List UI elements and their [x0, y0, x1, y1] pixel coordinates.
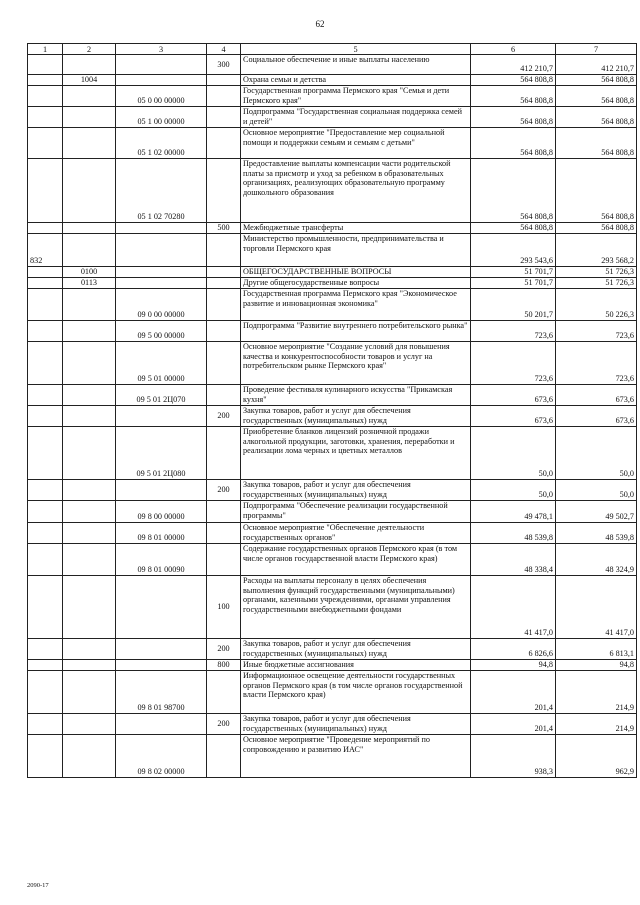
- cell-name: Подпрограмма "Государственная социальная поддержка семей и детей": [241, 107, 471, 128]
- cell-expense-type: [207, 159, 241, 223]
- cell-name: Основное мероприятие "Создание условий для повышения качества и конкурентоспособности товаров и услуг на потребительском рынке Пермского края": [241, 342, 471, 385]
- cell-amount-2018: 48 539,8: [471, 523, 556, 544]
- cell-target-article: 05 0 00 00000: [116, 86, 207, 107]
- cell-expense-type: 300: [207, 55, 241, 75]
- cell-name: Охрана семьи и детства: [241, 75, 471, 86]
- cell-name: Проведение фестиваля кулинарного искусства "Прикамская кухня": [241, 385, 471, 406]
- table-row: [28, 55, 637, 75]
- cell-amount-2018: 673,6: [471, 385, 556, 406]
- cell-target-article: 09 8 01 00090: [116, 544, 207, 576]
- table-row: [28, 86, 637, 107]
- cell-section-code: [63, 385, 116, 406]
- cell-section-code: [63, 342, 116, 385]
- cell-amount-2018: 50,0: [471, 427, 556, 480]
- table-row: [28, 107, 637, 128]
- cell-amount-2018: 564 808,8: [471, 86, 556, 107]
- cell-admin-code: [28, 523, 63, 544]
- cell-target-article: 09 0 00 00000: [116, 289, 207, 321]
- cell-section-code: 0100: [63, 267, 116, 278]
- cell-amount-2019: 723,6: [556, 321, 637, 342]
- cell-amount-2019: 673,6: [556, 385, 637, 406]
- table-row: [28, 223, 637, 234]
- column-header: 2: [63, 44, 116, 55]
- cell-target-article: [116, 55, 207, 75]
- cell-section-code: 1004: [63, 75, 116, 86]
- cell-amount-2019: 48 324,9: [556, 544, 637, 576]
- cell-section-code: [63, 639, 116, 660]
- page-number: 62: [315, 19, 325, 29]
- cell-amount-2019: 564 808,8: [556, 128, 637, 159]
- table-row: [28, 278, 637, 289]
- cell-section-code: [63, 128, 116, 159]
- table-row: [28, 406, 637, 427]
- table-row: [28, 660, 637, 671]
- cell-target-article: [116, 267, 207, 278]
- cell-amount-2018: 723,6: [471, 342, 556, 385]
- table-row: [28, 342, 637, 385]
- cell-target-article: 09 8 02 00000: [116, 735, 207, 778]
- cell-name: Закупка товаров, работ и услуг для обеспечения государственных (муниципальных) нужд: [241, 714, 471, 735]
- cell-section-code: [63, 501, 116, 523]
- column-header: 3: [116, 44, 207, 55]
- cell-amount-2018: 6 826,6: [471, 639, 556, 660]
- cell-amount-2019: 293 568,2: [556, 234, 637, 267]
- cell-name: Межбюджетные трансферты: [241, 223, 471, 234]
- cell-section-code: [63, 289, 116, 321]
- cell-expense-type: 200: [207, 480, 241, 501]
- cell-target-article: [116, 406, 207, 427]
- cell-amount-2018: 564 808,8: [471, 223, 556, 234]
- cell-section-code: [63, 576, 116, 639]
- cell-section-code: [63, 55, 116, 75]
- table-row: [28, 75, 637, 86]
- cell-target-article: [116, 576, 207, 639]
- cell-expense-type: 200: [207, 406, 241, 427]
- cell-admin-code: [28, 501, 63, 523]
- cell-section-code: [63, 660, 116, 671]
- cell-target-article: 09 5 00 00000: [116, 321, 207, 342]
- cell-name: Подпрограмма "Развитие внутреннего потребительского рынка": [241, 321, 471, 342]
- cell-target-article: [116, 714, 207, 735]
- cell-expense-type: [207, 544, 241, 576]
- cell-amount-2018: 564 808,8: [471, 107, 556, 128]
- table-row: [28, 576, 637, 639]
- cell-amount-2018: 41 417,0: [471, 576, 556, 639]
- cell-admin-code: [28, 267, 63, 278]
- table-row: [28, 639, 637, 660]
- table-row: [28, 480, 637, 501]
- table-row: [28, 128, 637, 159]
- table-row: [28, 523, 637, 544]
- cell-admin-code: [28, 544, 63, 576]
- cell-amount-2019: 214,9: [556, 671, 637, 714]
- cell-amount-2018: 201,4: [471, 671, 556, 714]
- cell-expense-type: [207, 267, 241, 278]
- cell-section-code: [63, 107, 116, 128]
- cell-name: Подпрограмма "Обеспечение реализации государственной программы": [241, 501, 471, 523]
- budget-table: [27, 43, 637, 778]
- column-header: 7: [556, 44, 637, 55]
- cell-name: Расходы на выплаты персоналу в целях обеспечения выполнения функций государственными (муниципальными) органами, казенными учреждениями, органами управления государственными внебюджетными фондами: [241, 576, 471, 639]
- cell-name: Иные бюджетные ассигнования: [241, 660, 471, 671]
- cell-amount-2019: 214,9: [556, 714, 637, 735]
- cell-amount-2018: 293 543,6: [471, 234, 556, 267]
- cell-admin-code: [28, 128, 63, 159]
- cell-name: Содержание государственных органов Пермского края (в том числе органов государственной власти Пермского края): [241, 544, 471, 576]
- cell-section-code: [63, 671, 116, 714]
- cell-section-code: [63, 234, 116, 267]
- cell-section-code: [63, 427, 116, 480]
- column-header: 5: [241, 44, 471, 55]
- cell-amount-2019: 723,6: [556, 342, 637, 385]
- cell-admin-code: [28, 576, 63, 639]
- cell-amount-2018: 50,0: [471, 480, 556, 501]
- cell-amount-2019: 50 226,3: [556, 289, 637, 321]
- cell-admin-code: [28, 480, 63, 501]
- cell-admin-code: [28, 406, 63, 427]
- cell-admin-code: [28, 660, 63, 671]
- cell-target-article: 09 5 01 00000: [116, 342, 207, 385]
- cell-expense-type: [207, 321, 241, 342]
- cell-amount-2018: 48 338,4: [471, 544, 556, 576]
- cell-amount-2018: 51 701,7: [471, 278, 556, 289]
- cell-admin-code: [28, 671, 63, 714]
- cell-admin-code: [28, 159, 63, 223]
- cell-expense-type: [207, 385, 241, 406]
- cell-admin-code: [28, 714, 63, 735]
- table-row: [28, 501, 637, 523]
- cell-amount-2019: 49 502,7: [556, 501, 637, 523]
- column-header: 4: [207, 44, 241, 55]
- cell-amount-2018: 201,4: [471, 714, 556, 735]
- cell-section-code: [63, 523, 116, 544]
- cell-admin-code: [28, 278, 63, 289]
- cell-name: Основное мероприятие "Проведение мероприятий по сопровождению и развитию ИАС": [241, 735, 471, 778]
- cell-amount-2019: 564 808,8: [556, 75, 637, 86]
- table-header-row: [28, 44, 637, 55]
- cell-expense-type: [207, 289, 241, 321]
- cell-expense-type: [207, 75, 241, 86]
- cell-section-code: [63, 406, 116, 427]
- cell-amount-2019: 94,8: [556, 660, 637, 671]
- cell-expense-type: 500: [207, 223, 241, 234]
- cell-section-code: [63, 321, 116, 342]
- cell-section-code: [63, 86, 116, 107]
- cell-target-article: 05 1 02 70280: [116, 159, 207, 223]
- cell-expense-type: [207, 735, 241, 778]
- cell-amount-2018: 938,3: [471, 735, 556, 778]
- cell-amount-2019: 41 417,0: [556, 576, 637, 639]
- cell-name: Социальное обеспечение и иные выплаты населению: [241, 55, 471, 75]
- cell-admin-code: [28, 75, 63, 86]
- cell-expense-type: 200: [207, 714, 241, 735]
- cell-target-article: 09 8 01 00000: [116, 523, 207, 544]
- cell-amount-2018: 412 210,7: [471, 55, 556, 75]
- footer-code: 2090-17: [27, 882, 49, 889]
- cell-name: Приобретение бланков лицензий розничной продажи алкогольной продукции, заготовки, хранения, переработки и реализации лома черных и цветных металлов: [241, 427, 471, 480]
- cell-amount-2018: 564 808,8: [471, 128, 556, 159]
- cell-name: Закупка товаров, работ и услуг для обеспечения государственных (муниципальных) нужд: [241, 480, 471, 501]
- cell-target-article: 09 5 01 2Ц080: [116, 427, 207, 480]
- cell-admin-code: [28, 55, 63, 75]
- cell-admin-code: [28, 86, 63, 107]
- table-row: [28, 234, 637, 267]
- cell-admin-code: [28, 342, 63, 385]
- cell-admin-code: [28, 735, 63, 778]
- cell-expense-type: [207, 278, 241, 289]
- cell-admin-code: 832: [28, 234, 63, 267]
- table-row: [28, 671, 637, 714]
- table-row: [28, 385, 637, 406]
- cell-expense-type: [207, 342, 241, 385]
- cell-expense-type: [207, 234, 241, 267]
- cell-target-article: [116, 660, 207, 671]
- cell-section-code: [63, 544, 116, 576]
- cell-target-article: [116, 480, 207, 501]
- cell-admin-code: [28, 223, 63, 234]
- cell-expense-type: [207, 671, 241, 714]
- cell-target-article: 05 1 02 00000: [116, 128, 207, 159]
- cell-amount-2019: 564 808,8: [556, 107, 637, 128]
- cell-section-code: [63, 714, 116, 735]
- cell-target-article: 09 5 01 2Ц070: [116, 385, 207, 406]
- table-row: [28, 267, 637, 278]
- cell-amount-2019: 50,0: [556, 480, 637, 501]
- cell-name: Основное мероприятие "Обеспечение деятельности государственных органов": [241, 523, 471, 544]
- cell-admin-code: [28, 427, 63, 480]
- cell-expense-type: [207, 427, 241, 480]
- cell-amount-2019: 51 726,3: [556, 278, 637, 289]
- cell-expense-type: [207, 128, 241, 159]
- cell-section-code: [63, 159, 116, 223]
- table-row: [28, 544, 637, 576]
- cell-amount-2019: 50,0: [556, 427, 637, 480]
- table-row: [28, 289, 637, 321]
- table-row: [28, 735, 637, 778]
- cell-target-article: 09 8 01 98700: [116, 671, 207, 714]
- cell-admin-code: [28, 321, 63, 342]
- cell-amount-2019: 412 210,7: [556, 55, 637, 75]
- cell-expense-type: 800: [207, 660, 241, 671]
- cell-amount-2019: 48 539,8: [556, 523, 637, 544]
- cell-section-code: 0113: [63, 278, 116, 289]
- cell-expense-type: [207, 501, 241, 523]
- cell-amount-2018: 50 201,7: [471, 289, 556, 321]
- cell-amount-2019: 51 726,3: [556, 267, 637, 278]
- column-header: 1: [28, 44, 63, 55]
- cell-section-code: [63, 223, 116, 234]
- cell-target-article: [116, 223, 207, 234]
- table-row: [28, 321, 637, 342]
- cell-name: Министерство промышленности, предпринимательства и торговли Пермского края: [241, 234, 471, 267]
- cell-expense-type: [207, 107, 241, 128]
- cell-target-article: 05 1 00 00000: [116, 107, 207, 128]
- cell-name: Государственная программа Пермского края "Экономическое развитие и инновационная экономика": [241, 289, 471, 321]
- cell-admin-code: [28, 385, 63, 406]
- table-row: [28, 427, 637, 480]
- column-header: 6: [471, 44, 556, 55]
- cell-admin-code: [28, 639, 63, 660]
- cell-admin-code: [28, 107, 63, 128]
- cell-target-article: 09 8 00 00000: [116, 501, 207, 523]
- cell-target-article: [116, 75, 207, 86]
- table-row: [28, 714, 637, 735]
- cell-amount-2018: 49 478,1: [471, 501, 556, 523]
- cell-amount-2019: 673,6: [556, 406, 637, 427]
- cell-amount-2018: 723,6: [471, 321, 556, 342]
- cell-name: Другие общегосударственные вопросы: [241, 278, 471, 289]
- cell-section-code: [63, 735, 116, 778]
- cell-amount-2018: 51 701,7: [471, 267, 556, 278]
- cell-name: Закупка товаров, работ и услуг для обеспечения государственных (муниципальных) нужд: [241, 639, 471, 660]
- cell-amount-2019: 564 808,8: [556, 86, 637, 107]
- cell-amount-2019: 564 808,8: [556, 223, 637, 234]
- cell-amount-2018: 564 808,8: [471, 75, 556, 86]
- cell-amount-2018: 564 808,8: [471, 159, 556, 223]
- cell-admin-code: [28, 289, 63, 321]
- cell-amount-2019: 6 813,1: [556, 639, 637, 660]
- cell-expense-type: 100: [207, 576, 241, 639]
- cell-amount-2019: 564 808,8: [556, 159, 637, 223]
- cell-name: Основное мероприятие "Предоставление мер социальной помощи и поддержки семьям и семьям с детьми": [241, 128, 471, 159]
- cell-amount-2019: 962,9: [556, 735, 637, 778]
- cell-expense-type: 200: [207, 639, 241, 660]
- cell-name: Государственная программа Пермского края "Семья и дети Пермского края": [241, 86, 471, 107]
- table-row: [28, 159, 637, 223]
- cell-name: Предоставление выплаты компенсации части родительской платы за присмотр и уход за ребенком в образовательных организациях, реализующих образовательную программу дошкольного образования: [241, 159, 471, 223]
- cell-name: ОБЩЕГОСУДАРСТВЕННЫЕ ВОПРОСЫ: [241, 267, 471, 278]
- cell-name: Информационное освещение деятельности государственных органов Пермского края (в том числе органов государственной власти Пермского края): [241, 671, 471, 714]
- cell-amount-2018: 673,6: [471, 406, 556, 427]
- cell-target-article: [116, 639, 207, 660]
- cell-target-article: [116, 234, 207, 267]
- cell-name: Закупка товаров, работ и услуг для обеспечения государственных (муниципальных) нужд: [241, 406, 471, 427]
- cell-section-code: [63, 480, 116, 501]
- cell-expense-type: [207, 86, 241, 107]
- cell-expense-type: [207, 523, 241, 544]
- cell-target-article: [116, 278, 207, 289]
- cell-amount-2018: 94,8: [471, 660, 556, 671]
